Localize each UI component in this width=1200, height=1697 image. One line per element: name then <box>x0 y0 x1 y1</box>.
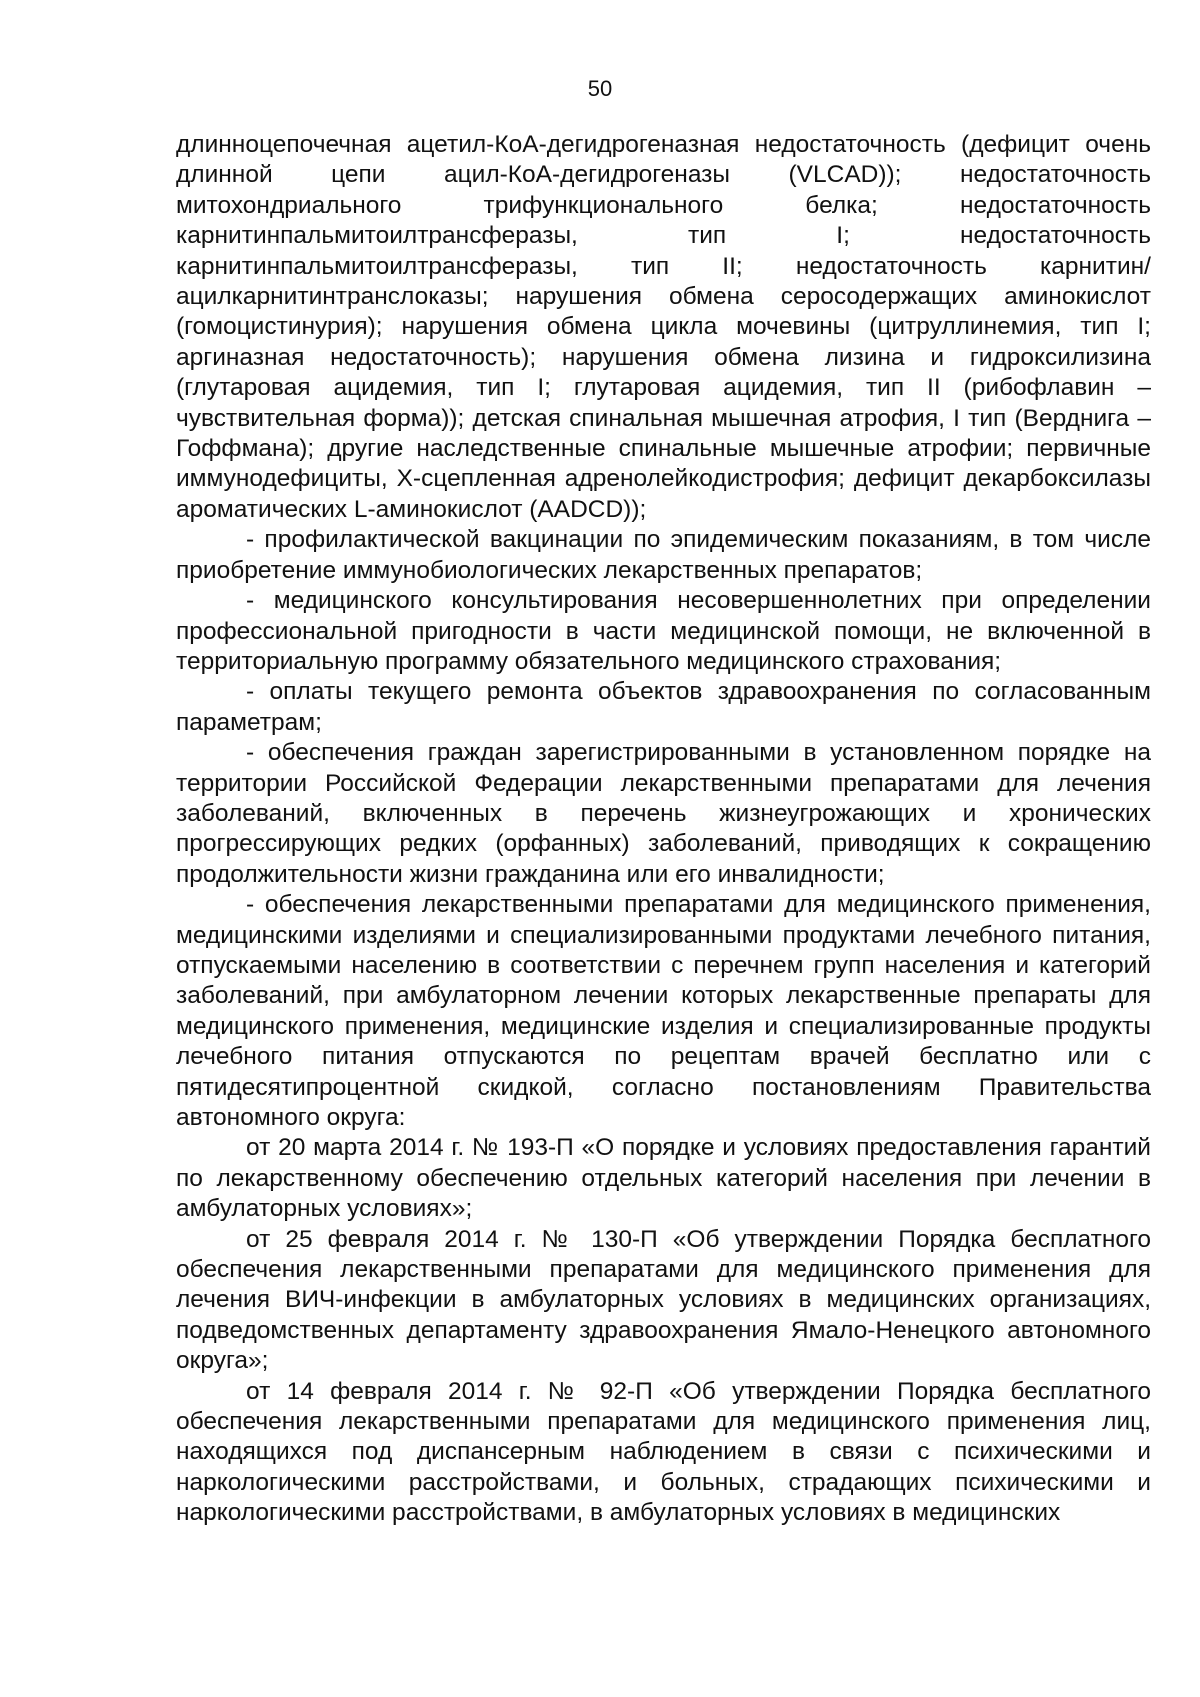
paragraph-resolution-130: от 25 февраля 2014 г. № 130-П «Об утверждении Порядка бесплатного обеспечения лекарственными препаратами для медицинского применения для лечения ВИЧ-инфекции в амбулаторных условиях в медицинских организациях, подведомственных департаменту здравоохранения Ямало-Ненецкого автономного округа»; <box>176 1225 1151 1375</box>
paragraph-continuation: длинноцепочечная ацетил-КоА-дегидрогеназная недостаточность (дефицит очень длинной цепи ацил-КоА-дегидрогеназы (VLCAD)); недостаточность митохондриального трифункционального белка; недостаточность карнитинпальмитоилтрансферазы, тип I; недостаточность карнитинпальмитоилтрансферазы, тип II; недостаточность карнитин/ацилкарнитинтранслоказы; нарушения обмена серосодержащих аминокислот (гомоцистинурия); нарушения обмена цикла мочевины (цитруллинемия, тип I; аргиназная недостаточность); нарушения обмена лизина и гидроксилизина (глутаровая ацидемия, тип I; глутаровая ацидемия, тип II (рибофлавин – чувствительная форма)); детская спинальная мышечная атрофия, I тип (Верднига – Гоффмана); другие наследственные спинальные мышечные атрофии; первичные иммунодефициты, Х-сцепленная адренолейкодистрофия; дефицит декарбоксилазы ароматических L-аминокислот (AADCD)); <box>176 131 1151 523</box>
paragraph-drug-supply: - обеспечения лекарственными препаратами для медицинского применения, медицинскими изделиями и специализированными продуктами лечебного питания, отпускаемыми населению в соответствии с перечнем групп населения и категорий заболеваний, при амбулаторном лечении которых лекарственные препараты для медицинского применения, медицинские изделия и специализированные продукты лечебного питания отпускаются по рецептам врачей бесплатно или с пятидесятипроцентной скидкой, согласно постановлениям Правительства автономного округа: <box>176 891 1151 1131</box>
paragraph-orphan-drugs: - обеспечения граждан зарегистрированными в установленном порядке на территории Российской Федерации лекарственными препаратами для лечения заболеваний, включенных в перечень жизнеугрожающих и хронических прогрессирующих редких (орфанных) заболеваний, приводящих к сокращению продолжительности жизни гражданина или его инвалидности; <box>176 739 1151 888</box>
paragraph-consulting: - медицинского консультирования несовершеннолетних при определении профессиональной пригодности в части медицинской помощи, не включенной в территориальную программу обязательного медицинского страхования; <box>176 587 1151 675</box>
paragraph-repair: - оплаты текущего ремонта объектов здравоохранения по согласованным параметрам; <box>176 678 1151 736</box>
page-number: 50 <box>587 76 613 101</box>
paragraph-resolution-193: от 20 марта 2014 г. № 193-П «О порядке и условиях предоставления гарантий по лекарственному обеспечению отдельных категорий населения при лечении в амбулаторных условиях»; <box>176 1134 1151 1223</box>
document-body <box>176 130 1151 1529</box>
paragraph-vaccination: - профилактической вакцинации по эпидемическим показаниям, в том числе приобретение иммунобиологических лекарственных препаратов; <box>176 526 1151 584</box>
paragraph-resolution-92: от 14 февраля 2014 г. № 92-П «Об утверждении Порядка бесплатного обеспечения лекарственными препаратами для медицинского применения лиц, находящихся под диспансерным наблюдением в связи с психическими и наркологическими расстройствами, и больных, страдающих психическими и наркологическими расстройствами, в амбулаторных условиях в медицинских <box>176 1377 1151 1527</box>
